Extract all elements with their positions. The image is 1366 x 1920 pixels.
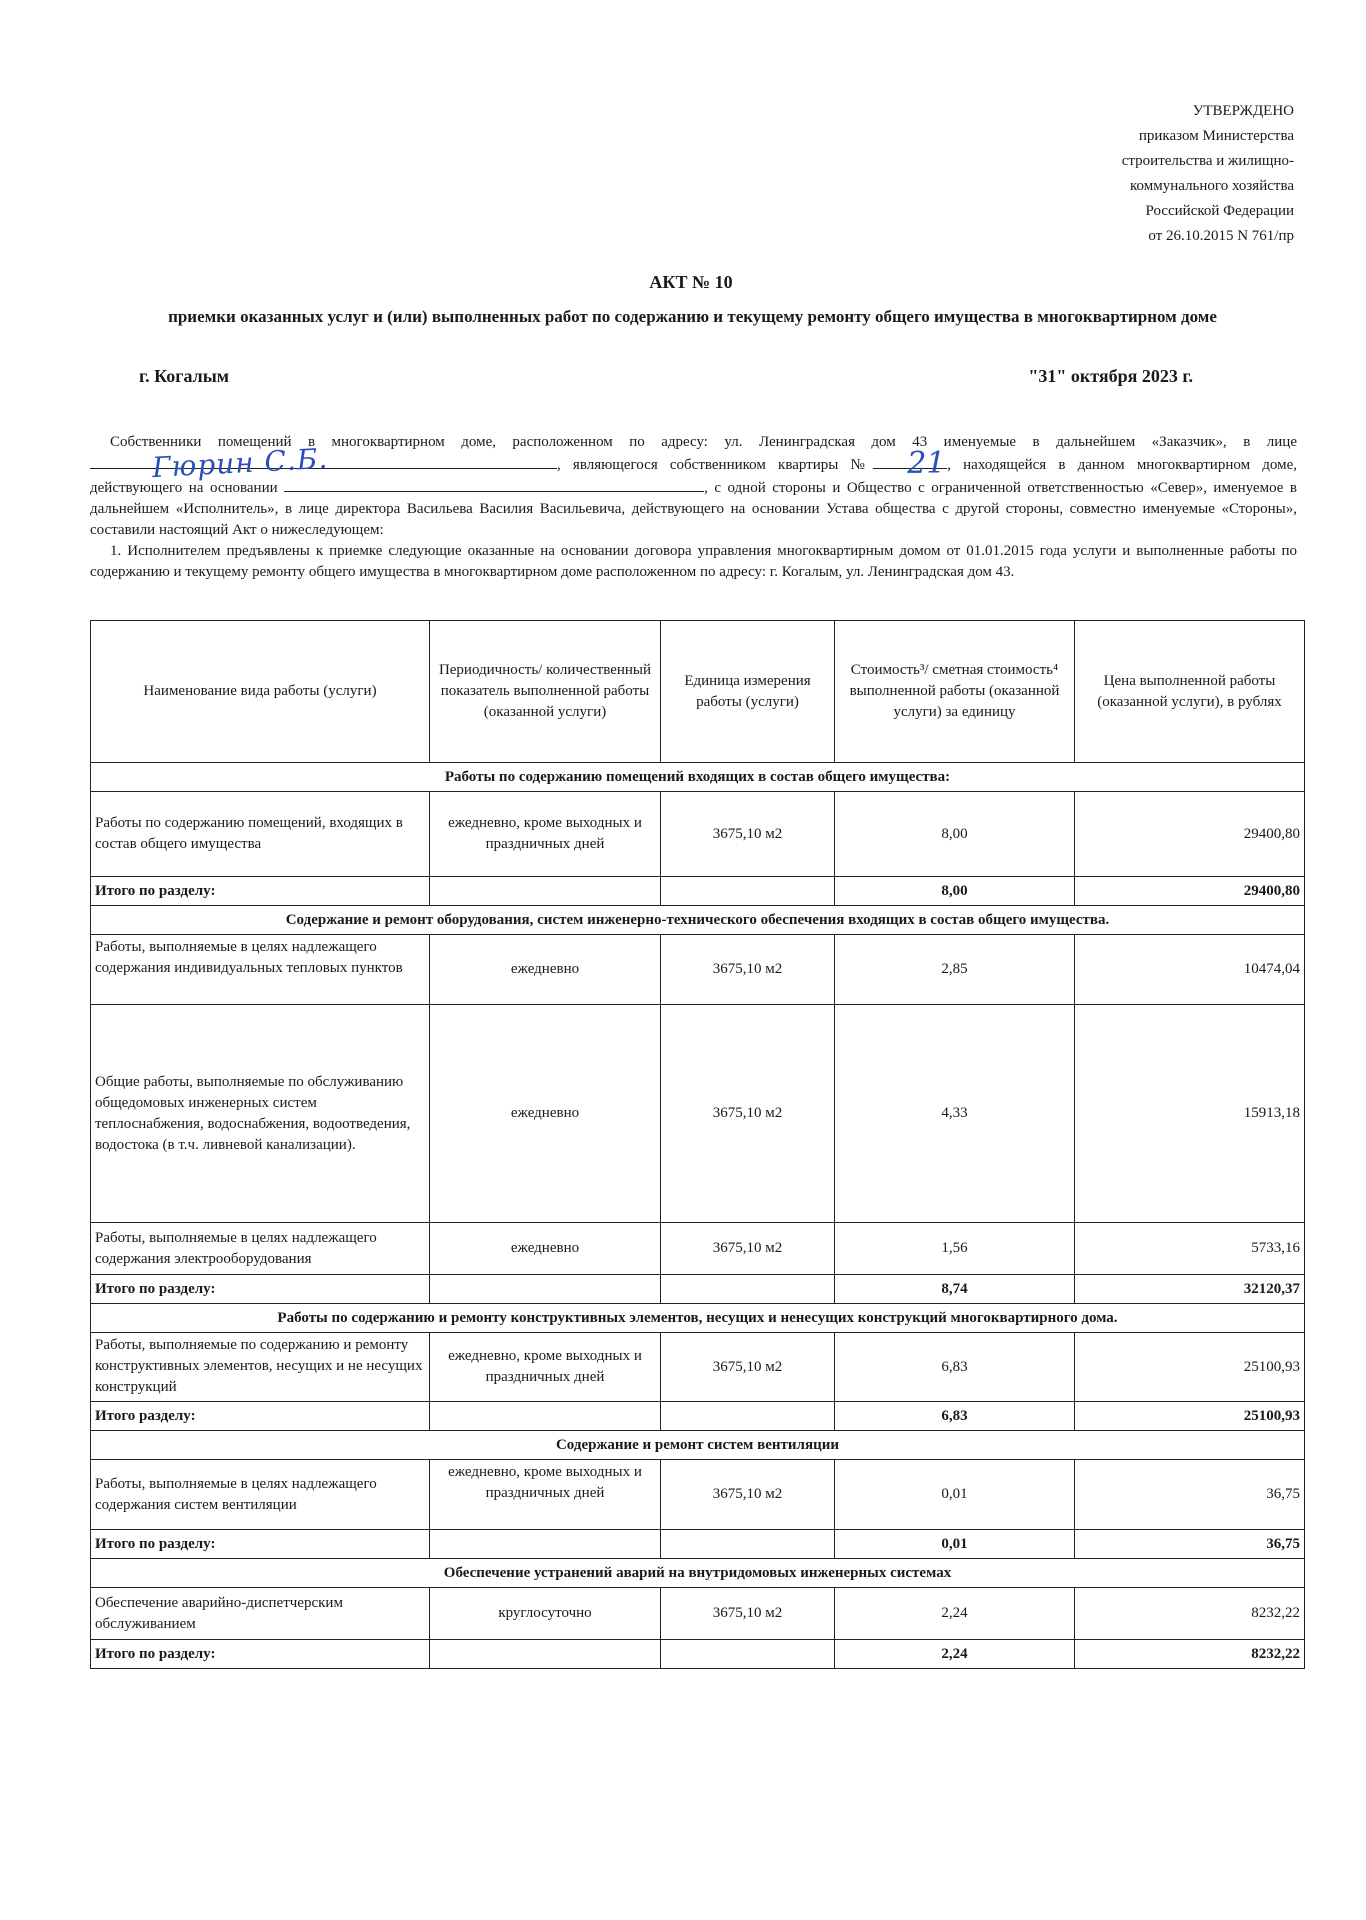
- apartment-blank: [873, 446, 947, 481]
- intro-text-c: , находящейся в данном многоквартирном доме, действующего на основании: [90, 457, 1297, 496]
- section-header: [91, 763, 1305, 792]
- work-unit: 3675,10 м2: [661, 1460, 835, 1530]
- approval-stamp-block: [994, 99, 1294, 249]
- approved-line: УТВЕРЖДЕНО: [1192, 103, 1294, 119]
- approved-line: приказом Министерства: [1138, 128, 1294, 144]
- empty-cell: [661, 1275, 835, 1304]
- work-period: круглосуточно: [430, 1588, 661, 1640]
- section-total-row: [91, 877, 1305, 906]
- header-unit: Единица измерения работы (услуги): [661, 621, 835, 763]
- work-price: 10474,04: [1075, 935, 1305, 1005]
- section-header: [91, 1559, 1305, 1588]
- work-period: ежедневно: [430, 1223, 661, 1275]
- table-header-row: [91, 621, 1305, 763]
- work-price: 36,75: [1075, 1460, 1305, 1530]
- total-cost: 2,24: [835, 1640, 1075, 1669]
- total-label: Итого по разделу:: [91, 1640, 430, 1669]
- total-label: Итого по разделу:: [91, 1275, 430, 1304]
- intro-text-a: Собственники помещений в многоквартирном доме, расположенном по адресу: ул. Ленинградская дом 43 именуемые в дальнейшем «Заказчик», в лице: [110, 434, 1297, 450]
- table-row: [91, 1460, 1305, 1530]
- section-title: Обеспечение устранений аварий на внутридомовых инженерных системах: [91, 1559, 1305, 1588]
- work-cost: 1,56: [835, 1223, 1075, 1275]
- work-period: ежедневно, кроме выходных и праздничных дней: [430, 1460, 661, 1530]
- work-name: Общие работы, выполняемые по обслуживанию общедомовых инженерных систем теплоснабжения, водоснабжения, водоотведения, водостока (в т.ч. ливневой канализации).: [91, 1005, 430, 1223]
- work-cost: 4,33: [835, 1005, 1075, 1223]
- work-cost: 0,01: [835, 1460, 1075, 1530]
- table-row: [91, 1005, 1305, 1223]
- total-label: Итого разделу:: [91, 1402, 430, 1431]
- empty-cell: [430, 1275, 661, 1304]
- table-row: [91, 792, 1305, 877]
- section-total-row: [91, 1402, 1305, 1431]
- table-row: [91, 1223, 1305, 1275]
- work-name: Обеспечение аварийно-диспетчерским обслуживанием: [91, 1588, 430, 1640]
- act-subtitle: приемки оказанных услуг и (или) выполненных работ по содержанию и текущему ремонту общего имущества в многоквартирном доме: [168, 307, 1217, 326]
- work-price: 5733,16: [1075, 1223, 1305, 1275]
- work-price: 29400,80: [1075, 792, 1305, 877]
- work-unit: 3675,10 м2: [661, 1588, 835, 1640]
- header-price: Цена выполненной работы (оказанной услуги), в рублях: [1075, 621, 1305, 763]
- work-period: ежедневно: [430, 935, 661, 1005]
- total-price: 36,75: [1075, 1530, 1305, 1559]
- total-price: 29400,80: [1075, 877, 1305, 906]
- work-unit: 3675,10 м2: [661, 792, 835, 877]
- work-cost: 2,85: [835, 935, 1075, 1005]
- work-unit: 3675,10 м2: [661, 1005, 835, 1223]
- work-name: Работы, выполняемые в целях надлежащего содержания систем вентиляции: [91, 1460, 430, 1530]
- work-price: 8232,22: [1075, 1588, 1305, 1640]
- total-price: 25100,93: [1075, 1402, 1305, 1431]
- approved-line: коммунального хозяйства: [1130, 178, 1294, 194]
- work-cost: 2,24: [835, 1588, 1075, 1640]
- total-cost: 0,01: [835, 1530, 1075, 1559]
- empty-cell: [430, 1640, 661, 1669]
- work-unit: 3675,10 м2: [661, 1223, 835, 1275]
- empty-cell: [661, 877, 835, 906]
- empty-cell: [430, 877, 661, 906]
- total-price: 8232,22: [1075, 1640, 1305, 1669]
- approved-line: Российской Федерации: [1145, 203, 1294, 219]
- handwritten-apartment: 21: [907, 446, 946, 481]
- section-header: [91, 1304, 1305, 1333]
- handwritten-name: Гюрин С.Б.: [151, 441, 330, 485]
- approved-line: от 26.10.2015 N 761/пр: [1148, 228, 1294, 244]
- section-total-row: [91, 1275, 1305, 1304]
- work-price: 15913,18: [1075, 1005, 1305, 1223]
- table-row: [91, 935, 1305, 1005]
- section-header: [91, 1431, 1305, 1460]
- total-cost: 6,83: [835, 1402, 1075, 1431]
- intro-paragraph-1: [90, 432, 1297, 541]
- intro-text-d: , с одной стороны и Обществo с ограниченной ответственностью «Север», именуемое в дальнейшем «Исполнитель», в лице директора Васильева Василия Васильевича, действующего на основании Устава общества с другой стороны, совместно именуемые «Стороны», составили настоящий Акт о нижеследующем:: [90, 480, 1297, 538]
- work-cost: 8,00: [835, 792, 1075, 877]
- empty-cell: [661, 1640, 835, 1669]
- empty-cell: [430, 1402, 661, 1431]
- empty-cell: [661, 1530, 835, 1559]
- act-date: "31" октября 2023 г.: [1028, 366, 1193, 386]
- intro-text-b: , являющегося собственником квартиры №: [557, 457, 874, 473]
- basis-blank: [284, 476, 704, 492]
- section-total-row: [91, 1640, 1305, 1669]
- work-name: Работы, выполняемые в целях надлежащего содержания электрооборудования: [91, 1223, 430, 1275]
- section-total-row: [91, 1530, 1305, 1559]
- work-period: ежедневно, кроме выходных и праздничных дней: [430, 792, 661, 877]
- work-price: 25100,93: [1075, 1333, 1305, 1402]
- work-name: Работы по содержанию помещений, входящих в состав общего имущества: [91, 792, 430, 877]
- work-name: Работы, выполняемые в целях надлежащего содержания индивидуальных тепловых пунктов: [91, 935, 430, 1005]
- work-cost: 6,83: [835, 1333, 1075, 1402]
- section-title: Содержание и ремонт систем вентиляции: [91, 1431, 1305, 1460]
- header-periodicity: Периодичность/ количественный показатель выполненной работы (оказанной услуги): [430, 621, 661, 763]
- work-name: Работы, выполняемые по содержанию и ремонту конструктивных элементов, несущих и не несущих конструкций: [91, 1333, 430, 1402]
- table-row: [91, 1333, 1305, 1402]
- work-period: ежедневно: [430, 1005, 661, 1223]
- total-cost: 8,00: [835, 877, 1075, 906]
- section-title: Работы по содержанию и ремонту конструктивных элементов, несущих и ненесущих конструкций многоквартирного дома.: [91, 1304, 1305, 1333]
- total-price: 32120,37: [1075, 1275, 1305, 1304]
- header-work-name: Наименование вида работы (услуги): [91, 621, 430, 763]
- city: г. Когалым: [139, 366, 230, 386]
- section-header: [91, 906, 1305, 935]
- total-label: Итого по разделу:: [91, 877, 430, 906]
- total-cost: 8,74: [835, 1275, 1075, 1304]
- header-unit-cost: Стоимость³/ сметная стоимость⁴ выполненной работы (оказанной услуги) за единицу: [835, 621, 1075, 763]
- empty-cell: [430, 1530, 661, 1559]
- section-title: Работы по содержанию помещений входящих в состав общего имущества:: [91, 763, 1305, 792]
- act-title: АКТ № 10: [649, 272, 733, 292]
- works-table: [90, 620, 1305, 1669]
- work-unit: 3675,10 м2: [661, 1333, 835, 1402]
- intro-paragraph-2: 1. Исполнителем предъявлены к приемке следующие оказанные на основании договора управления многоквартирным домом от 01.01.2015 года услуги и выполненные работы по содержанию и текущему ремонту общего имущества в многоквартирном доме расположенном по адресу: г. Когалым, ул. Ленинградская дом 43.: [90, 543, 1297, 580]
- intro-text: [90, 432, 1297, 583]
- table-row: [91, 1588, 1305, 1640]
- empty-cell: [661, 1402, 835, 1431]
- total-label: Итого по разделу:: [91, 1530, 430, 1559]
- work-period: ежедневно, кроме выходных и праздничных дней: [430, 1333, 661, 1402]
- name-blank: [90, 441, 557, 485]
- work-unit: 3675,10 м2: [661, 935, 835, 1005]
- approved-line: строительства и жилищно-: [1121, 153, 1294, 169]
- section-title: Содержание и ремонт оборудования, систем инженерно-технического обеспечения входящих в состав общего имущества.: [91, 906, 1305, 935]
